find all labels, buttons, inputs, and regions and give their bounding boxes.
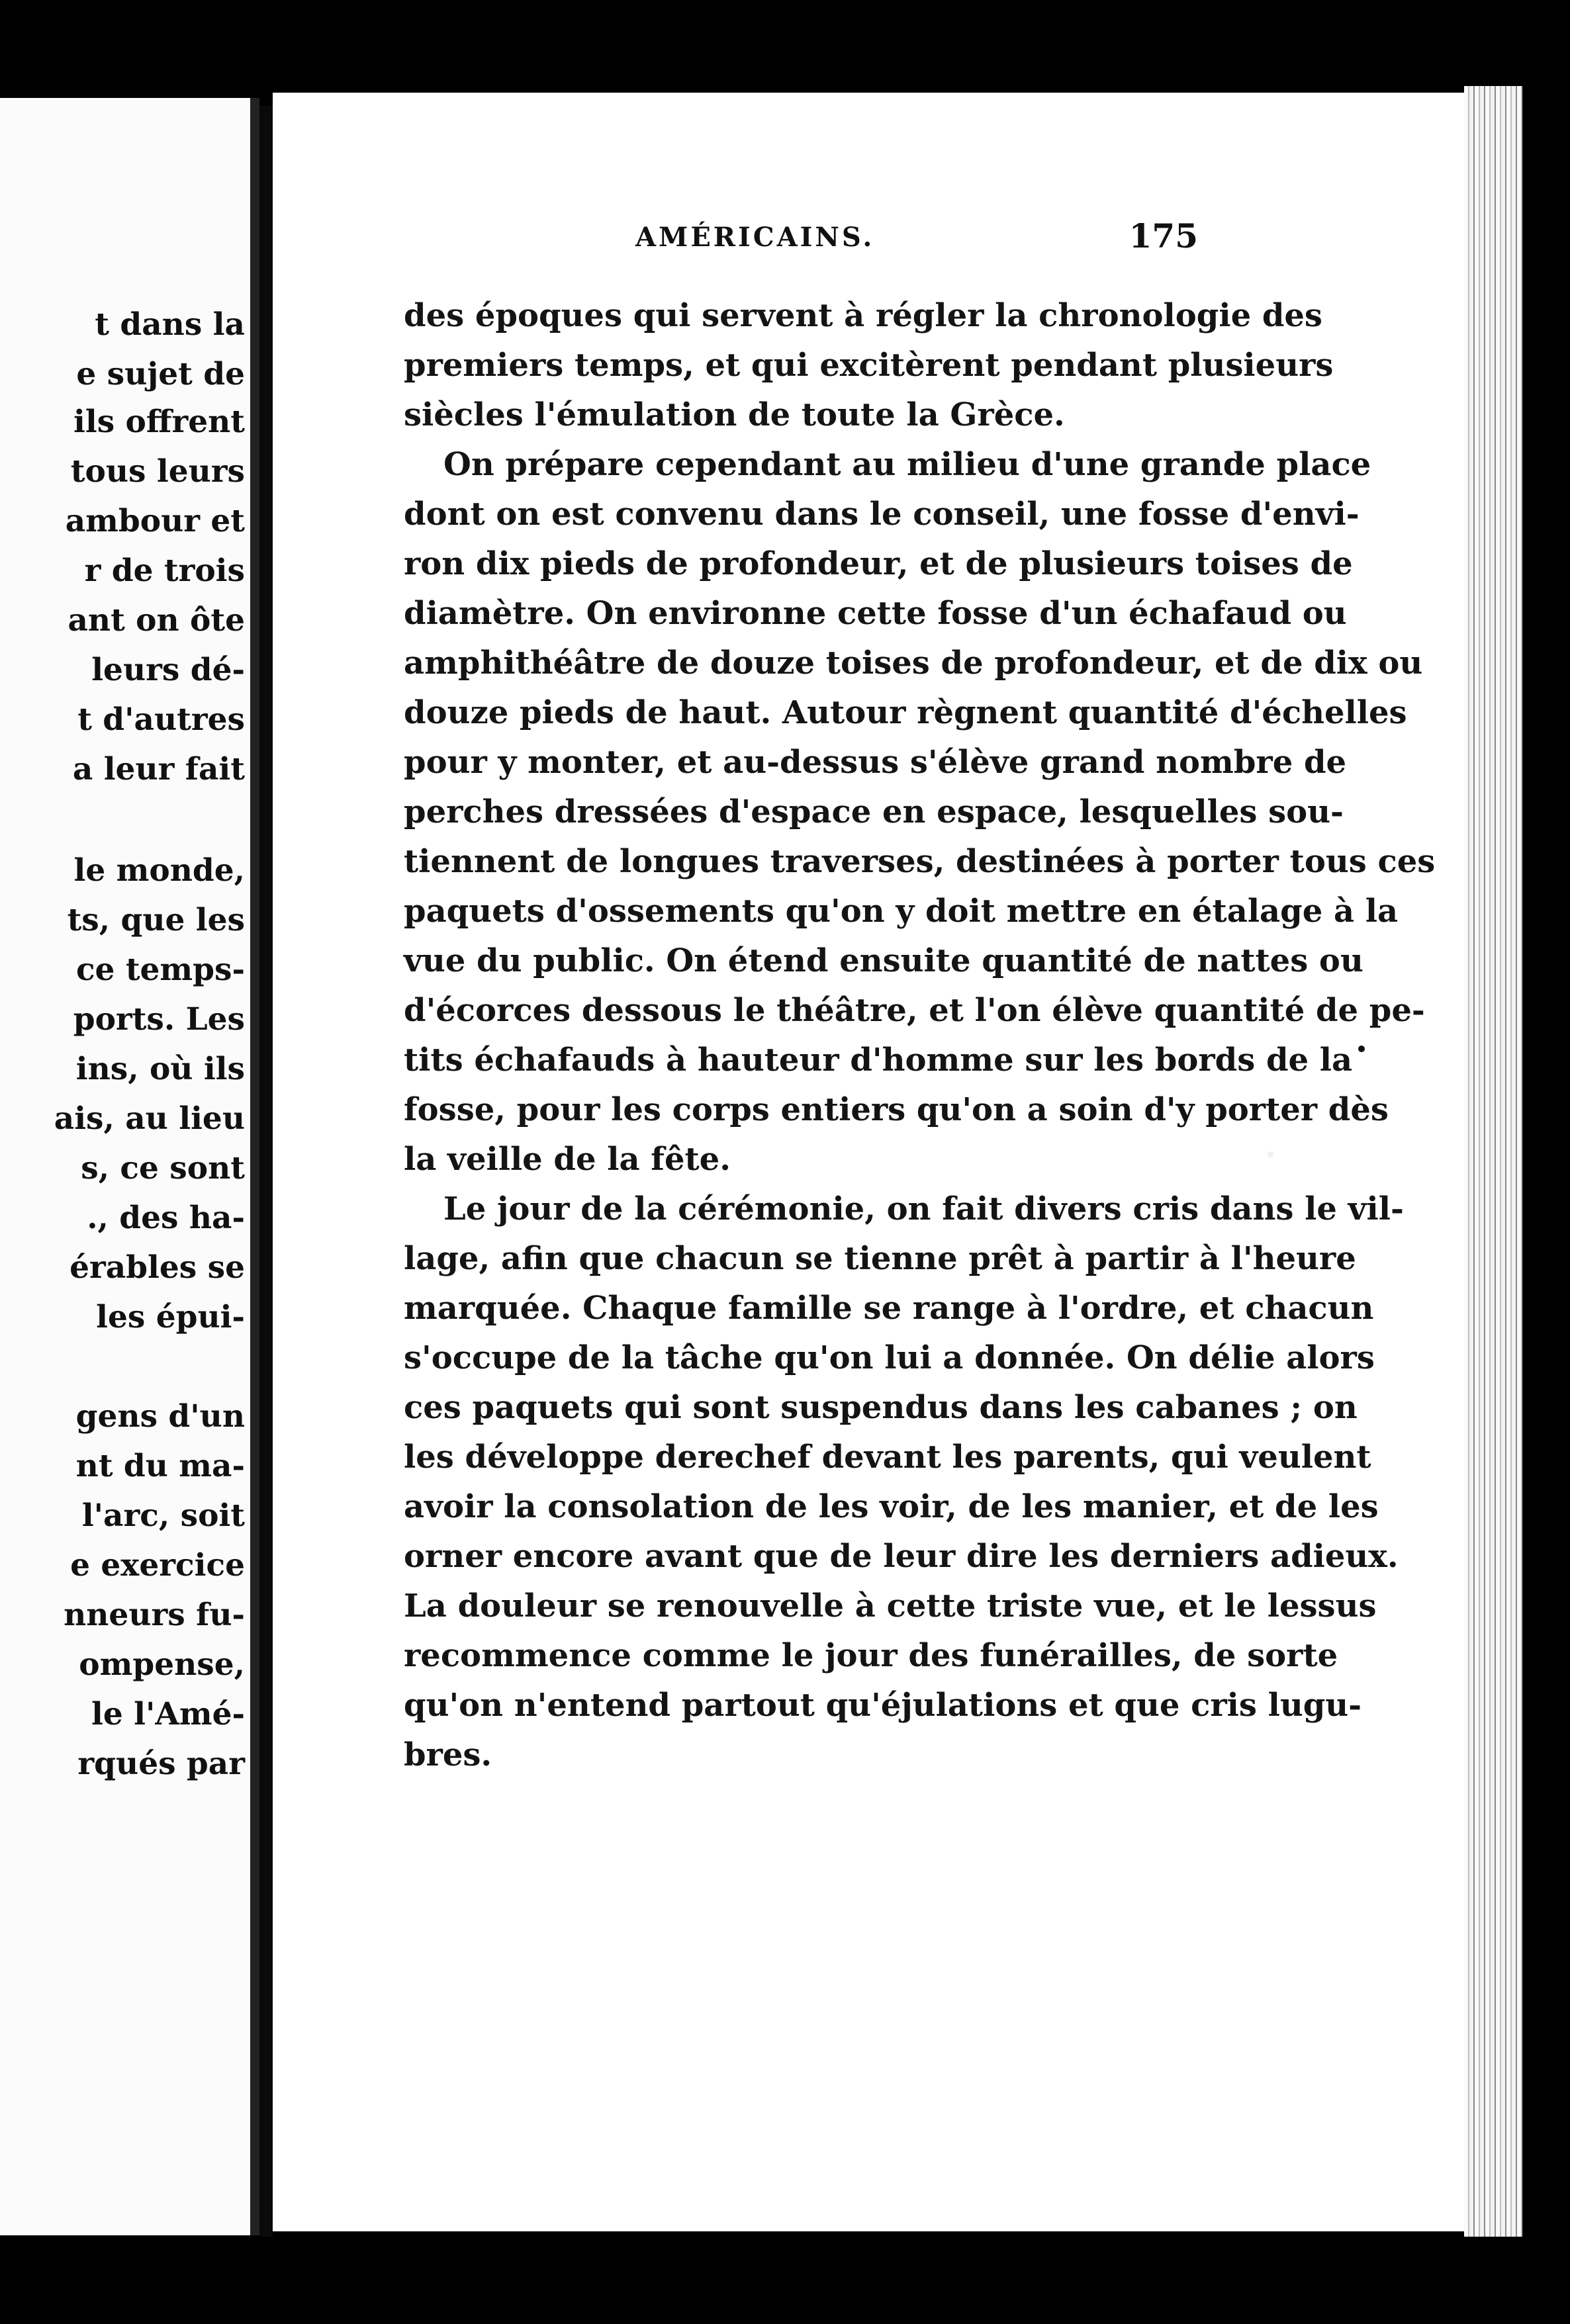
- text-line: avoir la consolation de les voir, de les manier, et de les: [404, 1488, 1379, 1525]
- left-page-line: l'arc, soit: [81, 1497, 245, 1534]
- text-line: premiers temps, et qui excitèrent pendant plusieurs: [404, 347, 1334, 384]
- right-page: [273, 93, 1464, 2231]
- text-line: ron dix pieds de profondeur, et de plusieurs toises de: [404, 545, 1353, 582]
- body-text: [404, 291, 1436, 1780]
- text-line: fosse, pour les corps entiers qu'on a soin d'y porter dès: [404, 1091, 1389, 1128]
- left-page-line: t dans la: [95, 306, 245, 343]
- left-page-line: les épui-: [96, 1299, 245, 1335]
- text-line: amphithéâtre de douze toises de profondeur, et de dix ou: [404, 645, 1423, 682]
- book-gutter: [259, 106, 273, 2237]
- paragraph: [404, 1184, 1404, 1780]
- left-page: [0, 98, 259, 2235]
- ink-speck: [1268, 1151, 1273, 1157]
- running-title: AMÉRICAINS.: [635, 222, 875, 253]
- text-line: les développe derechef devant les parents, qui veulent: [404, 1439, 1371, 1476]
- left-page-line: leurs dé-: [91, 652, 245, 688]
- left-page-line: a leur fait: [72, 751, 245, 787]
- text-line: vue du public. On étend ensuite quantité de nattes ou: [404, 942, 1363, 979]
- left-page-line: t d'autres: [77, 701, 245, 738]
- left-page-line: le monde,: [73, 852, 245, 889]
- left-page-line: rqués par: [77, 1746, 245, 1782]
- text-line: marquée. Chaque famille se range à l'ordre, et chacun: [404, 1290, 1374, 1327]
- text-line: bres.: [404, 1736, 492, 1773]
- left-page-line: ais, au lieu: [54, 1100, 245, 1137]
- left-page-line: s, ce sont: [81, 1150, 245, 1186]
- left-page-line: e sujet de: [76, 356, 245, 392]
- text-line: d'écorces dessous le théâtre, et l'on élève quantité de pe-: [404, 992, 1425, 1029]
- text-line: s'occupe de la tâche qu'on lui a donnée. On délie alors: [404, 1339, 1375, 1376]
- left-page-line: nneurs fu-: [64, 1597, 245, 1633]
- left-page-line: ports. Les: [73, 1001, 245, 1038]
- left-page-line: ts, que les: [67, 902, 245, 938]
- paragraph: [404, 291, 1334, 440]
- left-page-line: r de trois: [84, 553, 245, 589]
- left-page-line: ., des ha-: [87, 1200, 245, 1236]
- left-page-line: ins, où ils: [75, 1051, 245, 1087]
- text-line: tits échafauds à hauteur d'homme sur les bords de la: [404, 1042, 1353, 1079]
- left-page-line: ompense,: [79, 1646, 245, 1683]
- text-line: tiennent de longues traverses, destinées à porter tous ces: [404, 843, 1436, 880]
- text-line: recommence comme le jour des funérailles, de sorte: [404, 1637, 1338, 1674]
- text-line: orner encore avant que de leur dire les derniers adieux.: [404, 1538, 1399, 1575]
- text-line: qu'on n'entend partout qu'éjulations et que cris lugu-: [404, 1687, 1362, 1724]
- left-page-line: érables se: [69, 1249, 245, 1286]
- text-line: dont on est convenu dans le conseil, une fosse d'envi-: [404, 496, 1360, 533]
- left-page-line: ambour et: [65, 503, 245, 539]
- running-head: [357, 216, 1218, 261]
- left-page-line: ce temps-: [75, 952, 245, 988]
- text-line: Le jour de la cérémonie, on fait divers cris dans le vil-: [443, 1190, 1404, 1228]
- text-line: perches dressées d'espace en espace, lesquelles sou-: [404, 793, 1344, 830]
- page-number: 175: [1129, 216, 1198, 255]
- text-line: pour y monter, et au-dessus s'élève grand nombre de: [404, 744, 1347, 781]
- paragraph: [404, 440, 1436, 1184]
- text-line: ces paquets qui sont suspendus dans les cabanes ; on: [404, 1389, 1358, 1426]
- left-page-line: nt du ma-: [75, 1448, 245, 1484]
- left-page-line: ils offrent: [73, 404, 245, 440]
- text-line: La douleur se renouvelle à cette triste vue, et le lessus: [404, 1587, 1377, 1625]
- left-page-line: gens d'un: [75, 1398, 245, 1435]
- left-page-line: e exercice: [70, 1547, 245, 1584]
- text-line: siècles l'émulation de toute la Grèce.: [404, 396, 1065, 433]
- left-page-line: tous leurs: [70, 453, 245, 490]
- text-line: des époques qui servent à régler la chronologie des: [404, 297, 1322, 334]
- text-line: douze pieds de haut. Autour règnent quantité d'échelles: [404, 694, 1407, 731]
- ink-speck: [1358, 1046, 1365, 1052]
- text-line: lage, afin que chacun se tienne prêt à partir à l'heure: [404, 1240, 1356, 1277]
- left-page-line: ant on ôte: [68, 602, 245, 639]
- text-line: On prépare cependant au milieu d'une grande place: [443, 446, 1371, 483]
- page-edges: [1464, 86, 1522, 2237]
- text-line: la veille de la fête.: [404, 1141, 731, 1178]
- left-page-line: le l'Amé-: [91, 1696, 245, 1732]
- text-line: paquets d'ossements qu'on y doit mettre en étalage à la: [404, 893, 1399, 930]
- text-line: diamètre. On environne cette fosse d'un échafaud ou: [404, 595, 1347, 632]
